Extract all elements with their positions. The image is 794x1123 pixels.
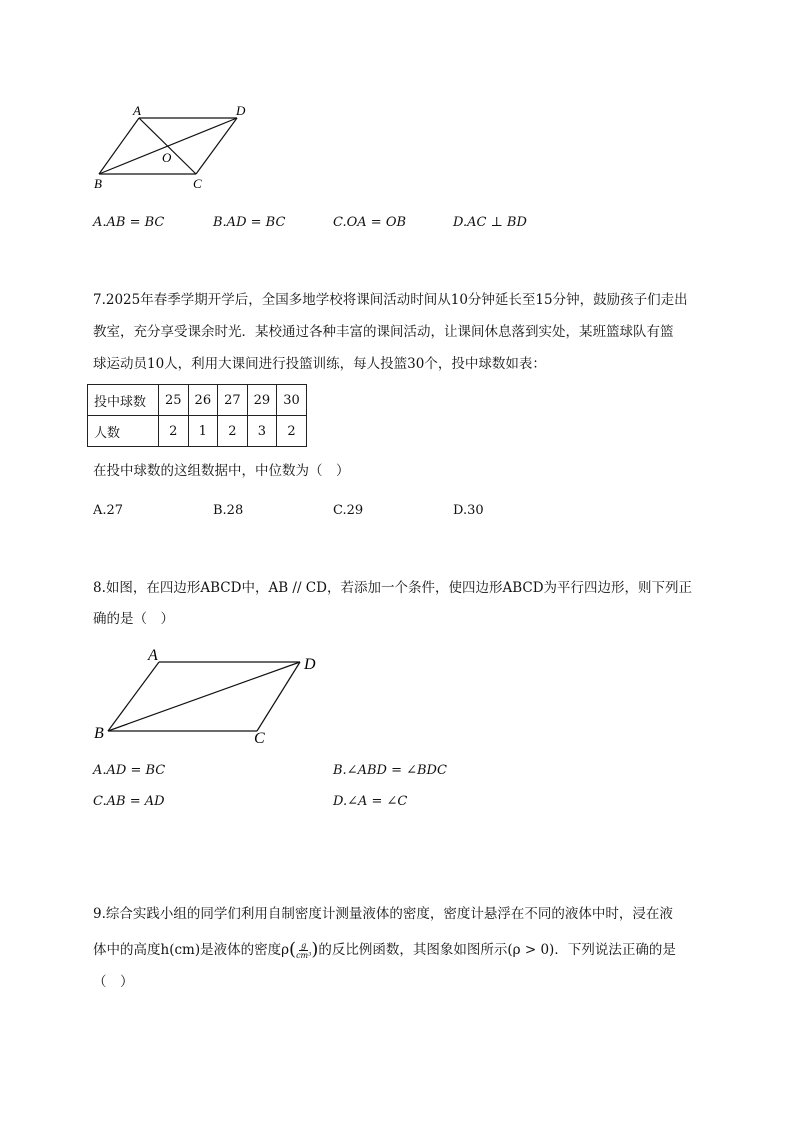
table-cell: 2 xyxy=(159,416,189,447)
table-header-shots-made: 投中球数 xyxy=(88,385,159,416)
q8-option-d[interactable]: D.∠A = ∠C xyxy=(333,794,408,809)
q8-label-d: D xyxy=(304,656,316,673)
table-row xyxy=(88,385,307,416)
q8-option-b[interactable]: B.∠ABD = ∠BDC xyxy=(333,763,447,778)
q9-frac-denominator: cm³ xyxy=(296,950,312,960)
table-cell: 30 xyxy=(277,385,307,416)
q9-frac-numerator: g xyxy=(301,940,307,950)
q7-option-a[interactable]: A.27 xyxy=(93,503,124,518)
q7-score-table xyxy=(87,384,307,447)
table-cell: 26 xyxy=(188,385,218,416)
q6-label-c: C xyxy=(193,176,202,191)
q6-label-b: B xyxy=(94,176,102,191)
q6-option-d[interactable]: D.AC ⊥ BD xyxy=(453,215,527,230)
table-cell: 2 xyxy=(218,416,248,447)
q9-density-fraction xyxy=(296,941,311,960)
q9-text-line-2 xyxy=(93,936,676,964)
table-cell: 1 xyxy=(188,416,218,447)
q8-label-c: C xyxy=(254,730,265,747)
paren-open: ( xyxy=(289,939,297,960)
q8-label-a: A xyxy=(148,647,158,664)
q8-text-line-2: 确的是（ ） xyxy=(93,611,174,627)
q8-quadrilateral-figure xyxy=(86,640,326,750)
q9-line-2-part-a: 体中的高度h(cm)是液体的密度ρ xyxy=(93,942,290,958)
q8-text-line-1: 8.如图，在四边形ABCD中，AB // CD，若添加一个条件，使四边形ABCD为平行四边形，则下列正 xyxy=(93,580,693,596)
q9-line-2-part-b: 的反比例函数，其图象如图所示(ρ > 0)．下列说法正确的是 xyxy=(318,942,676,958)
q6-parallelogram-figure xyxy=(86,98,256,193)
q6-label-a: A xyxy=(133,103,141,118)
q9-text-line-3: （ ） xyxy=(93,974,134,990)
q8-option-c[interactable]: C.AB = AD xyxy=(93,794,165,809)
table-cell: 29 xyxy=(247,385,277,416)
q7-text-line-3: 球运动员10人，利用大课间进行投篮训练，每人投篮30个，投中球数如表： xyxy=(93,356,546,372)
q7-option-c[interactable]: C.29 xyxy=(333,503,364,518)
q6-label-d: D xyxy=(236,103,246,118)
q7-option-d[interactable]: D.30 xyxy=(453,503,484,518)
q8-option-a[interactable]: A.AD = BC xyxy=(93,763,166,778)
q6-option-b[interactable]: B.AD = BC xyxy=(213,215,286,230)
q6-option-a[interactable]: A.AB = BC xyxy=(93,215,165,230)
q6-label-o: O xyxy=(162,150,172,165)
table-cell: 3 xyxy=(247,416,277,447)
table-header-people: 人数 xyxy=(88,416,159,447)
q8-label-b: B xyxy=(94,725,104,742)
q7-option-b[interactable]: B.28 xyxy=(213,503,244,518)
table-row xyxy=(88,416,307,447)
paren-close: ) xyxy=(311,939,319,960)
table-cell: 2 xyxy=(277,416,307,447)
q7-text-line-2: 教室，充分享受课余时光．某校通过各种丰富的课间活动，让课间休息落到实处，某班篮球队有篮 xyxy=(93,324,674,340)
q7-question: 在投中球数的这组数据中，中位数为（ ） xyxy=(93,463,350,479)
q7-text-line-1: 7.2025年春季学期开学后，全国多地学校将课间活动时间从10分钟延长至15分钟，鼓励孩子们走出 xyxy=(93,292,688,308)
table-cell: 27 xyxy=(218,385,248,416)
q6-option-c[interactable]: C.OA = OB xyxy=(333,215,407,230)
q9-text-line-1: 9.综合实践小组的同学们利用自制密度计测量液体的密度，密度计悬浮在不同的液体中时，浸在液 xyxy=(93,906,673,922)
table-cell: 25 xyxy=(159,385,189,416)
